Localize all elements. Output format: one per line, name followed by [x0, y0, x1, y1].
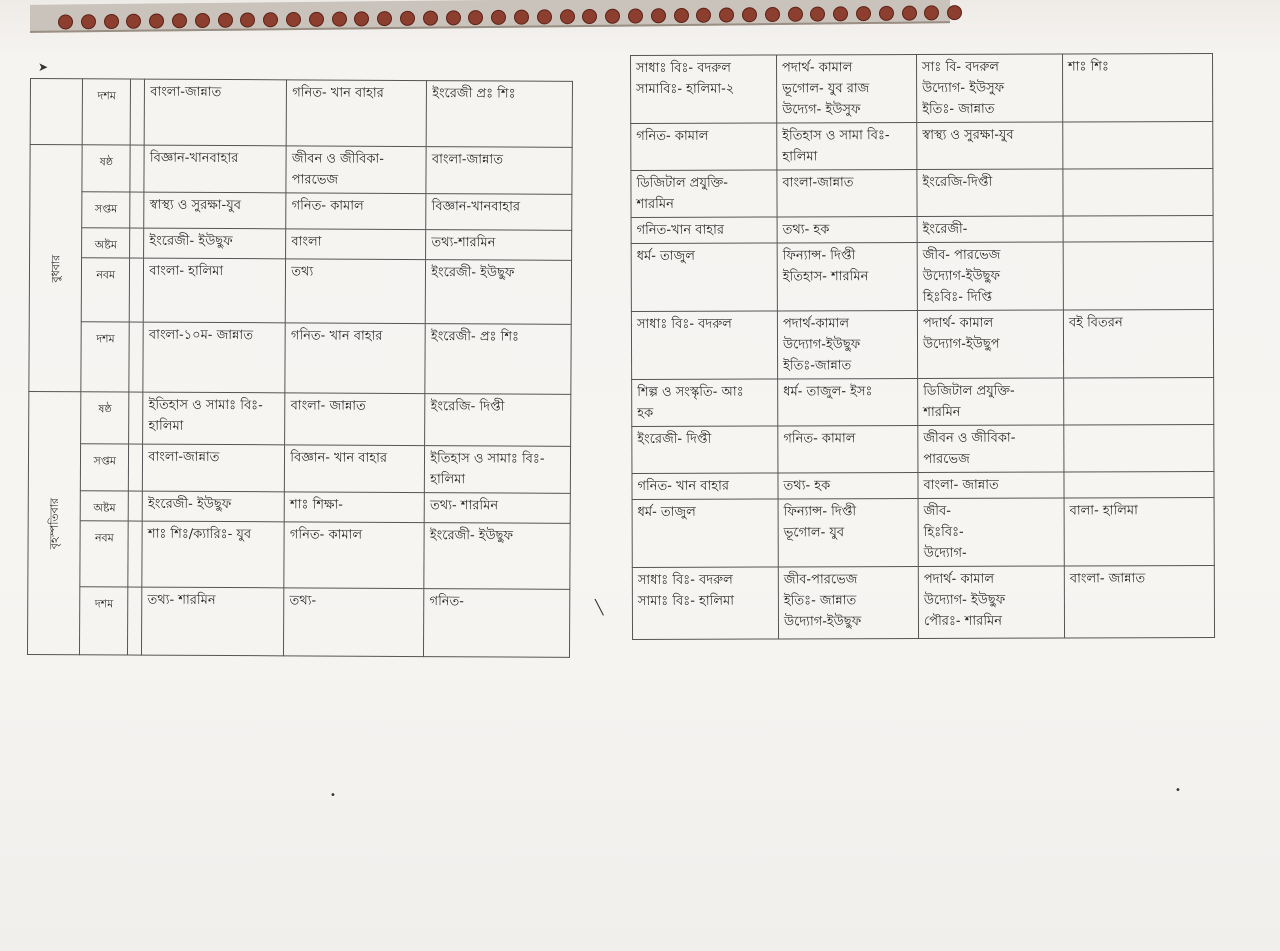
period-cell — [284, 492, 424, 523]
cell-text: তথ্য — [291, 264, 314, 280]
table-row — [631, 309, 1213, 379]
period-cell — [632, 379, 778, 427]
cell-text: হালিমা — [148, 418, 184, 434]
period-cell — [778, 566, 918, 638]
spiral-hole — [81, 14, 96, 29]
period-cell — [917, 122, 1063, 170]
spiral-hole — [58, 14, 73, 29]
cell-text: শারমিন — [636, 196, 674, 212]
period-cell — [631, 170, 777, 218]
spiral-hole — [218, 13, 233, 28]
cell-text: ভূগোল- যুব রাজ — [782, 81, 870, 97]
period-cell — [777, 54, 917, 122]
period-cell — [917, 310, 1063, 379]
cell-text: ইতিহাস ও সামাঃ বিঃ- — [430, 451, 545, 467]
cell-text: জীবন ও জীবিকা- — [923, 430, 1016, 446]
period-cell — [1064, 424, 1214, 472]
cell-text: সামাবিঃ- হালিমা-২ — [636, 81, 735, 97]
spiral-hole — [947, 5, 962, 20]
cell-text: তথ্য- — [289, 593, 317, 609]
cell-text: পারভেজ — [923, 451, 970, 467]
class-label: নবম — [96, 268, 116, 282]
spiral-hole — [788, 7, 803, 22]
cell-text: হিঃবিঃ- — [923, 524, 964, 540]
period-cell — [144, 258, 286, 323]
class-label: দশম — [97, 89, 116, 103]
cell-text: তথ্য- হক — [783, 478, 831, 494]
class-label: দশম — [96, 332, 115, 346]
period-cell — [284, 588, 424, 657]
table-row — [632, 377, 1214, 426]
spiral-hole — [856, 6, 871, 21]
spiral-hole — [902, 6, 917, 21]
blank-cell — [129, 444, 143, 491]
spiral-hole — [104, 14, 119, 29]
period-cell — [778, 425, 918, 472]
table-row — [28, 490, 570, 523]
period-cell — [143, 392, 285, 445]
spiral-hole — [719, 7, 734, 22]
class-label: সপ্তম — [94, 202, 118, 216]
table-row — [30, 79, 573, 148]
cell-text: ডিজিটাল প্রযুক্তি- — [923, 383, 1015, 399]
table-row — [28, 520, 571, 589]
day-cell — [30, 79, 83, 145]
cell-text: বাংলা- জান্নাত — [1069, 571, 1146, 587]
class-label: নবম — [94, 531, 114, 545]
spiral-hole — [377, 11, 392, 26]
blank-cell — [129, 392, 143, 444]
blank-cell — [130, 79, 144, 145]
period-cell — [918, 472, 1064, 499]
cell-text: ইতিহাস ও সামা বিঃ- — [782, 128, 890, 144]
class-cell — [81, 392, 129, 444]
cell-text: বই বিতরন — [1068, 315, 1123, 331]
period-cell — [142, 587, 284, 656]
table-row — [29, 258, 572, 325]
spiral-hole — [240, 12, 255, 27]
cell-text: গনিত- খান বাহার — [637, 478, 730, 494]
routine-table-left — [27, 78, 573, 658]
cell-text: উদ্যোগ- ইউছুফ — [923, 592, 1006, 608]
cell-text: শিল্প ও সংস্কৃতি- আঃ — [637, 384, 744, 400]
cell-text: বিজ্ঞান- খান বাহার — [290, 450, 388, 466]
cell-text: শাঃ শিঃ — [1068, 59, 1109, 75]
pen-dot: • — [330, 790, 336, 801]
class-label: সপ্তম — [93, 454, 117, 468]
cell-text: বিজ্ঞান-খানবাহার — [149, 150, 239, 167]
class-cell — [81, 322, 129, 392]
period-cell — [144, 192, 286, 229]
table-row — [631, 121, 1213, 170]
class-cell — [82, 258, 130, 322]
period-cell — [142, 521, 284, 588]
cell-text: গনিত- কামাল — [289, 527, 363, 543]
cell-text: ধর্ম- তাজুল- ইসঃ — [783, 384, 873, 400]
class-cell — [80, 491, 128, 521]
table-row — [631, 215, 1213, 243]
cell-text: বাংলা- জান্নাত — [290, 398, 366, 414]
table-row — [631, 53, 1213, 123]
cell-text: উদ্যোগ-ইউছুফ — [782, 337, 861, 353]
period-cell — [143, 322, 285, 393]
period-cell — [632, 473, 778, 500]
cell-text: ইতিঃ- জান্নাত — [783, 593, 857, 609]
cell-text: শাঃ শিক্ষা- — [290, 497, 344, 513]
period-cell — [1064, 565, 1214, 638]
table-row — [27, 586, 570, 657]
period-cell — [917, 242, 1063, 311]
cell-text: ডিজিটাল প্রযুক্তি- — [636, 175, 729, 191]
spiral-hole — [332, 12, 347, 27]
period-cell — [778, 472, 918, 498]
period-cell — [632, 499, 778, 568]
table-row — [30, 192, 572, 231]
period-cell — [918, 566, 1064, 639]
cell-text: গনিত- খান বাহার — [290, 328, 383, 344]
cell-text: হক — [637, 405, 654, 421]
period-cell — [918, 378, 1064, 426]
cell-text: ফিন্যান্স- দিপ্তী — [783, 504, 857, 520]
spiral-hole — [628, 8, 643, 23]
spiral-hole — [491, 10, 506, 25]
cell-text: ইংরেজী- ইউছুফ — [429, 528, 514, 544]
table-row — [28, 443, 571, 493]
blank-cell — [128, 587, 142, 655]
spiral-hole — [309, 12, 324, 27]
period-cell — [1063, 309, 1213, 378]
period-cell — [917, 54, 1063, 123]
cell-text: গনিত-খান বাহার — [636, 222, 725, 238]
cell-text: উদ্যোগ-ইউছুফ — [783, 614, 862, 630]
period-cell — [284, 522, 424, 589]
period-cell — [142, 491, 284, 522]
spiral-hole — [582, 9, 597, 24]
period-cell — [426, 147, 572, 195]
cell-text: ইংরেজী- ইউছুফ — [431, 265, 515, 281]
period-cell — [918, 498, 1064, 567]
cell-text: তথ্য- হক — [782, 222, 830, 238]
spiral-hole — [514, 10, 529, 25]
period-cell — [144, 145, 286, 193]
cell-text: শাঃ শিঃ/ক্যারিঃ- যুব — [147, 526, 252, 543]
cell-text: ইংরেজী প্রঃ শিঃ — [432, 86, 516, 102]
period-cell — [1063, 215, 1213, 242]
table-row — [631, 241, 1213, 311]
class-label: ষষ্ঠ — [98, 402, 112, 416]
period-cell — [778, 378, 918, 425]
period-cell — [426, 230, 572, 261]
cell-text: উদ্যোগ-ইউছুপ — [922, 336, 1000, 352]
cell-text: সাধাঃ বিঃ- বদরুল — [636, 316, 732, 332]
period-cell — [777, 216, 917, 242]
period-cell — [917, 169, 1063, 217]
period-cell — [425, 324, 571, 395]
routine-table-right — [630, 53, 1215, 640]
spiral-hole — [195, 13, 210, 28]
spiral-hole — [765, 7, 780, 22]
period-cell — [425, 446, 571, 494]
blank-cell — [128, 521, 142, 587]
period-cell — [424, 493, 570, 524]
period-cell — [286, 146, 426, 194]
period-cell — [777, 169, 917, 216]
cell-text: তথ্য-শারমিন — [431, 235, 496, 251]
cell-text: জীব- — [923, 503, 951, 519]
table-row — [30, 145, 573, 195]
period-cell — [285, 323, 425, 394]
cell-text: ইংরেজী- — [922, 221, 968, 237]
class-label: ষষ্ঠ — [99, 155, 114, 169]
class-cell — [82, 145, 130, 192]
cell-text: ইংরেজী- প্রঃ শিঃ — [430, 329, 520, 345]
day-cell — [29, 145, 83, 392]
table-row — [631, 168, 1213, 217]
table-row — [30, 228, 572, 261]
period-cell — [286, 259, 426, 324]
pen-dot: • — [1175, 785, 1181, 796]
cell-text: ইতিঃ-জান্নাত — [783, 358, 852, 374]
cell-text: পদার্থ- কামাল — [923, 571, 995, 587]
cell-text: জীবন ও জীবিকা- — [291, 151, 384, 167]
cell-text: বালা- হালিমা — [1069, 503, 1138, 519]
spiral-hole — [263, 12, 278, 27]
period-cell — [778, 498, 918, 566]
spiral-hole — [468, 10, 483, 25]
period-cell — [286, 80, 426, 147]
cell-text: বিজ্ঞান-খানবাহার — [431, 199, 521, 215]
cell-text: শারমিন — [923, 404, 961, 420]
period-cell — [426, 81, 572, 148]
spiral-hole — [423, 11, 438, 26]
period-cell — [426, 260, 572, 325]
cell-text: বাংলা- হালিমা — [149, 263, 224, 280]
period-cell — [631, 123, 777, 171]
cell-text: উদ্যোগ-ইউছুফ — [922, 268, 1001, 284]
blank-cell — [130, 258, 144, 322]
cell-text: ধর্ম- তাজুল — [637, 504, 696, 520]
cell-text: গনিত- কামাল — [636, 128, 709, 144]
cell-text: ইংরেজী- ইউছুফ — [149, 233, 233, 250]
spiral-hole — [172, 13, 187, 28]
blank-cell — [129, 322, 143, 392]
cell-text: উদ্যোগ- — [923, 545, 967, 561]
cell-text: তথ্য- শারমিন — [147, 592, 216, 608]
spiral-hole — [400, 11, 415, 26]
blank-cell — [130, 145, 144, 192]
spiral-hole — [696, 8, 711, 23]
period-cell — [1062, 53, 1212, 122]
table-row — [29, 321, 572, 394]
cell-text: বাংলা-১০ম- জান্নাত — [148, 327, 254, 344]
period-cell — [1063, 241, 1213, 310]
class-cell — [82, 79, 130, 145]
cell-text: ইংরেজি- দিপ্তী — [430, 399, 505, 415]
class-cell — [81, 444, 129, 491]
cell-text: স্বাস্থ্য ও সুরক্ষা-যুব — [149, 197, 242, 214]
class-cell — [82, 228, 130, 258]
day-label: বুধবার — [49, 254, 63, 282]
cell-text: উদ্যেগ- ইউসুফ — [782, 102, 861, 118]
period-cell — [631, 217, 777, 244]
spiral-hole — [810, 6, 825, 21]
cell-text: সাধাঃ বিঃ- বদরুল — [636, 60, 731, 76]
spiral-hole — [560, 9, 575, 24]
cell-text: বাংলা — [291, 234, 322, 250]
period-cell — [424, 589, 570, 658]
class-label: দশম — [94, 597, 114, 611]
period-cell — [285, 393, 425, 446]
period-cell — [1064, 471, 1214, 498]
class-label: অষ্টম — [94, 238, 118, 252]
cell-text: স্বাস্থ্য ও সুরক্ষা-যুব — [922, 127, 1014, 143]
table-row — [632, 565, 1214, 639]
table-row — [632, 497, 1214, 567]
period-cell — [631, 55, 777, 124]
spiral-hole — [674, 8, 689, 23]
spiral-hole — [605, 9, 620, 24]
period-cell — [917, 216, 1063, 243]
table-row — [29, 391, 572, 446]
cell-text: বাংলা-জান্নাত — [431, 152, 504, 168]
cell-text: গনিত- কামাল — [291, 198, 364, 214]
period-cell — [1063, 168, 1213, 216]
cell-text: ইংরেজী- ইউছুফ — [148, 496, 232, 513]
cell-text: উদ্যোগ- ইউসুফ — [922, 80, 1005, 96]
cell-text: সাঃ বি- বদরুল — [922, 59, 1000, 75]
blank-cell — [128, 491, 142, 521]
table-row — [632, 471, 1214, 499]
cell-text: পদার্থ- কামাল — [782, 60, 853, 76]
cell-text: সাধাঃ বিঃ- বদরুল — [637, 572, 733, 588]
cell-text: বাংলা-জান্নাত — [150, 84, 222, 101]
period-cell — [918, 425, 1064, 473]
spiral-hole — [126, 14, 141, 29]
cell-text: হালিমা — [430, 472, 466, 488]
spiral-binding — [30, 0, 950, 33]
cell-text: ইতিহাস- শারমিন — [782, 269, 869, 285]
spiral-hole — [924, 5, 939, 20]
spiral-hole — [537, 9, 552, 24]
period-cell — [144, 79, 286, 146]
spiral-hole — [879, 6, 894, 21]
period-cell — [143, 444, 285, 492]
cell-text: হালিমা — [782, 149, 818, 165]
arrow-icon: ➤ — [38, 60, 49, 74]
period-cell — [426, 194, 572, 231]
day-label: বৃহস্পতিবার — [47, 497, 61, 549]
period-cell — [777, 310, 917, 378]
period-cell — [425, 394, 571, 447]
cell-text: জীব-পারভেজ — [783, 572, 858, 588]
spiral-hole — [742, 7, 757, 22]
blank-cell — [130, 192, 144, 228]
cell-text: পারভেজ — [291, 172, 339, 188]
class-cell — [82, 192, 130, 228]
cell-text: সামাঃ বিঃ- হালিমা — [637, 593, 735, 609]
period-cell — [632, 567, 778, 640]
period-cell — [631, 311, 777, 380]
cell-text: গনিত- কামাল — [783, 431, 856, 447]
cell-text: ইতিঃ- জান্নাত — [922, 101, 995, 117]
period-cell — [285, 445, 425, 493]
cell-text: বাংলা- জান্নাত — [923, 477, 999, 493]
cell-text: বাংলা-জান্নাত — [782, 175, 854, 191]
period-cell — [286, 229, 426, 260]
period-cell — [144, 228, 286, 259]
period-cell — [1064, 377, 1214, 425]
blank-cell — [130, 228, 144, 258]
day-cell — [27, 391, 81, 654]
class-cell — [80, 587, 128, 655]
period-cell — [286, 193, 426, 230]
cell-text: ফিন্যান্স- দিপ্তী — [782, 248, 856, 264]
cell-text: জীব- পারভেজ — [922, 247, 1001, 263]
spiral-hole — [149, 13, 164, 28]
period-cell — [777, 122, 917, 169]
spiral-hole — [286, 12, 301, 27]
cell-text: তথ্য- শারমিন — [430, 498, 499, 514]
pen-mark: ╲ — [595, 600, 604, 616]
spiral-hole — [446, 10, 461, 25]
table-row — [632, 424, 1214, 473]
class-cell — [80, 521, 128, 587]
class-label: অষ্টম — [93, 501, 116, 515]
cell-text: ভূগোল- যুব — [783, 525, 845, 541]
spiral-hole — [833, 6, 848, 21]
period-cell — [777, 242, 917, 310]
spiral-hole — [354, 11, 369, 26]
cell-text: পদার্থ-কামাল — [782, 316, 850, 332]
cell-text: ধর্ম- তাজুল — [636, 248, 695, 264]
period-cell — [1063, 121, 1213, 169]
cell-text: ইংরেজী- দিপ্তী — [637, 431, 712, 447]
cell-text: গনিত- খান বাহার — [292, 85, 384, 101]
cell-text: গনিত- — [429, 594, 465, 610]
cell-text: পদার্থ- কামাল — [922, 315, 994, 331]
cell-text: ইতিহাস ও সামাঃ বিঃ- — [148, 397, 263, 414]
period-cell — [631, 243, 777, 312]
period-cell — [424, 523, 570, 590]
period-cell — [632, 426, 778, 474]
cell-text: পৌরঃ- শারমিন — [923, 613, 1003, 629]
cell-text: বাংলা-জান্নাত — [148, 449, 220, 465]
period-cell — [1064, 497, 1214, 566]
cell-text: হিঃবিঃ- দিপ্তি — [922, 289, 993, 305]
cell-text: ইংরেজি-দিপ্তী — [922, 174, 993, 190]
spiral-hole — [651, 8, 666, 23]
